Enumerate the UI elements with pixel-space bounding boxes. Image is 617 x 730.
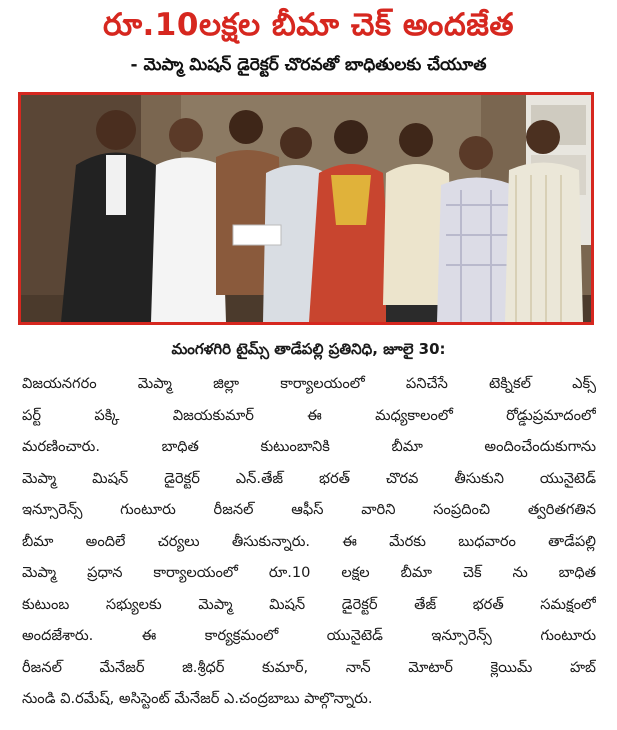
body-line: కుటుంబ సభ్యులకు మెప్మా మిషన్ డైరెక్టర్ తేజ్ భరత్ సమక్షంలో xyxy=(22,595,596,613)
body-line: రీజనల్ మేనేజర్ జి.శ్రీధర్ కుమార్, నాన్ మోటార్ క్లెయిమ్ హబ్ xyxy=(22,658,596,676)
body-line: మెప్మా ప్రధాన కార్యాలయంలో రూ.10 లక్షల బీమా చెక్ ను బాధిత xyxy=(22,564,596,581)
body-line: అందజేశారు. ఈ కార్యక్రమంలో యునైటెడ్ ఇన్సూరెన్స్ గుంటూరు xyxy=(22,627,596,644)
body-line: బీమా అందిలే చర్యలు తీసుకున్నారు. ఈ మేరకు బుధవారం తాడేపల్లి xyxy=(22,532,596,550)
dateline: మంగళగిరి టైమ్స్ తాడేపల్లి ప్రతినిధి, జూలై 30: xyxy=(171,340,446,358)
body-line: పర్ట్ పక్కి విజయకుమార్ ఈ మధ్యకాలంలో రోడ్డుప్రమాదంలో xyxy=(22,406,596,424)
article-body xyxy=(22,368,596,715)
photo-illustration xyxy=(21,95,591,322)
subheadline: - మెప్మా మిషన్ డైరెక్టర్ చొరవతో బాధితులకు చేయూత xyxy=(130,55,487,75)
body-line: విజయనగరం మెప్మా జిల్లా కార్యాలయంలో పనిచేసే టెక్నికల్ ఎక్స్ xyxy=(22,375,596,392)
body-line: మరణించారు. బాధిత కుటుంబానికి బీమా అందించేందుకుగాను xyxy=(22,438,596,455)
headline: రూ.10లక్షల బీమా చెక్ అందజేత xyxy=(102,7,515,43)
body-line: మెప్మా మిషన్ డైరెక్టర్ ఎన్.తేజ్ భరత్ చొరవ తీసుకుని యునైటెడ్ xyxy=(22,469,596,487)
body-line: నుండి వి.రమేష్, అసిస్టెంట్ మేనేజర్ ఎ.చంద్రబాబు పాల్గొన్నారు. xyxy=(22,690,373,707)
body-line: ఇన్సూరెన్స్ గుంటూరు రీజనల్ ఆఫీస్ వారిని సంప్రదించి త్వరితగతిన xyxy=(22,501,596,518)
news-photo xyxy=(18,92,594,325)
